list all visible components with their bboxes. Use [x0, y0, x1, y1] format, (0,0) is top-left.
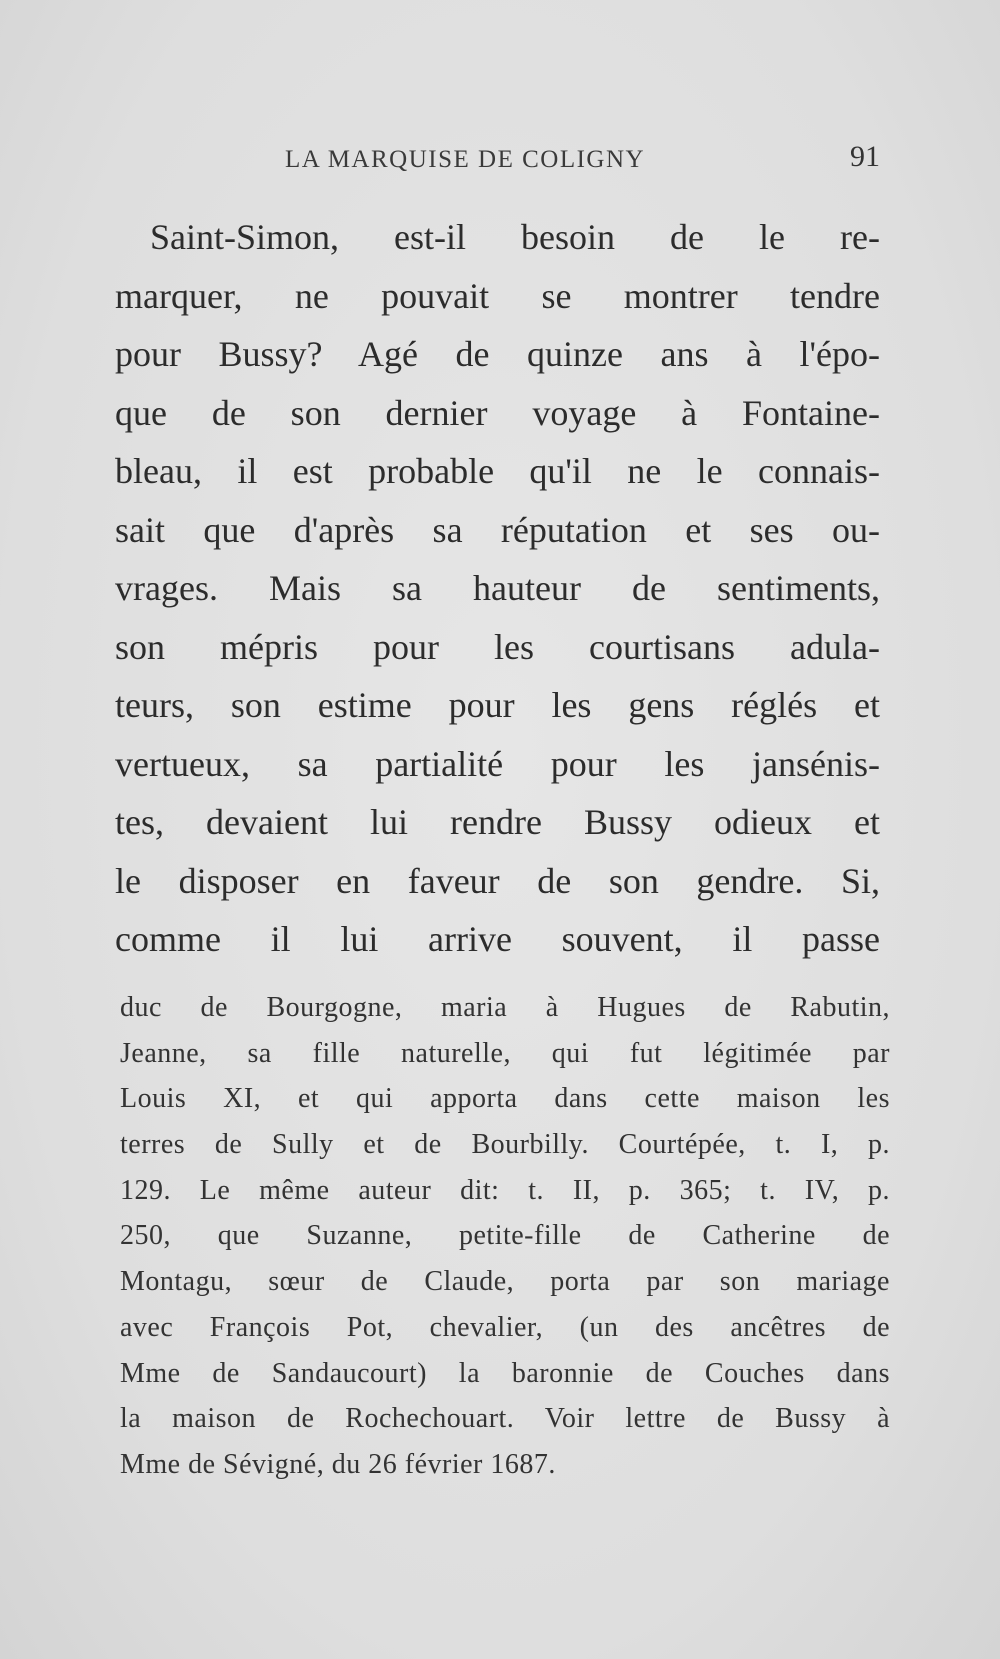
- text-line: Saint-Simon, est-il besoin de le re-: [150, 217, 880, 257]
- text-line: bleau, il est probable qu'il ne le connais-: [115, 451, 880, 491]
- footnote: [120, 985, 890, 1488]
- footnote-line: Mme de Sandaucourt) la baronnie de Couches dans: [120, 1357, 890, 1389]
- text-line: marquer, ne pouvait se montrer tendre: [115, 275, 880, 316]
- footnote-line: Montagu, sœur de Claude, porta par son mariage: [120, 1266, 890, 1298]
- footnote-line: Mme de Sévigné, du 26 février 1687.: [120, 1448, 556, 1480]
- text-line: teurs, son estime pour les gens réglés et: [115, 685, 880, 725]
- page-header: [115, 140, 880, 180]
- running-title: LA MARQUISE DE COLIGNY: [285, 146, 646, 173]
- text-line: son mépris pour les courtisans adula-: [115, 626, 880, 667]
- text-line: que de son dernier voyage à Fontaine-: [115, 392, 880, 433]
- footnote-line: avec François Pot, chevalier, (un des ancêtres de: [120, 1311, 890, 1343]
- text-line: sait que d'après sa réputation et ses ou-: [115, 509, 880, 550]
- page-number: 91: [850, 140, 880, 173]
- text-line: le disposer en faveur de son gendre. Si,: [115, 860, 880, 901]
- footnote-line: terres de Sully et de Bourbilly. Courtépée, t. I, p.: [120, 1129, 890, 1161]
- footnote-line: Jeanne, sa fille naturelle, qui fut légitimée par: [120, 1037, 890, 1069]
- footnote-line: la maison de Rochechouart. Voir lettre de Bussy à: [120, 1403, 890, 1435]
- text-line: comme il lui arrive souvent, il passe: [115, 919, 880, 959]
- text-line: vertueux, sa partialité pour les jansénis-: [115, 743, 880, 784]
- footnote-line: Louis XI, et qui apporta dans cette maison les: [120, 1083, 890, 1115]
- text-line: tes, devaient lui rendre Bussy odieux et: [115, 802, 880, 842]
- text-line: pour Bussy? Agé de quinze ans à l'épo-: [115, 334, 880, 374]
- footnote-line: duc de Bourgogne, maria à Hugues de Rabutin,: [120, 992, 890, 1023]
- footnote-line: 129. Le même auteur dit: t. II, p. 365; t. IV, p.: [120, 1174, 890, 1206]
- main-text: [115, 208, 880, 969]
- text-line: vrages. Mais sa hauteur de sentiments,: [115, 568, 880, 608]
- footnote-line: 250, que Suzanne, petite-fille de Catherine de: [120, 1220, 890, 1252]
